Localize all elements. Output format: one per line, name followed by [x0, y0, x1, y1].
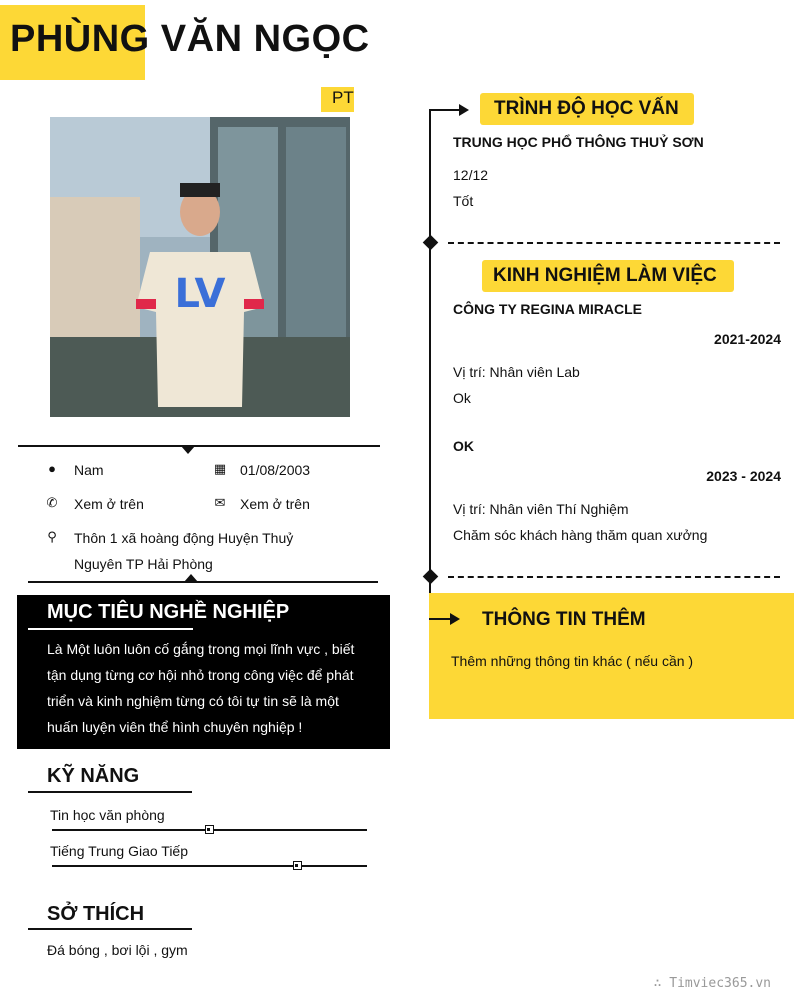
profile-photo-illustration [50, 117, 350, 417]
career-goal-line: huấn luyện viên thể hình chuyên nghiệp ! [47, 719, 303, 735]
timeline-diamond [423, 569, 439, 585]
education-title: TRÌNH ĐỘ HỌC VẤN [494, 98, 679, 119]
svg-text:LV: LV [174, 271, 226, 317]
timeline-arrow-icon [450, 613, 460, 625]
phone: Xem ở trên [74, 496, 144, 512]
career-goal-text [47, 636, 365, 740]
job-period: 2023 - 2024 [706, 468, 781, 484]
job-position: Vị trí: Nhân viên Thí Nghiệm [453, 501, 629, 517]
hobbies-text: Đá bóng , bơi lội , gym [47, 942, 188, 958]
extra-info-text: Thêm những thông tin khác ( nếu cần ) [451, 653, 694, 669]
career-goal-underline [28, 628, 193, 630]
career-goal-line: Là Một luôn luôn cố gắng trong mọi lĩnh vực , biết [47, 641, 355, 657]
career-goal-line: tận dụng từng cơ hội nhỏ trong công việc để phát [47, 667, 354, 683]
section-divider [448, 576, 780, 578]
watermark-icon: ∴ [653, 976, 670, 991]
hobbies-underline [28, 928, 192, 930]
skill-level-knob[interactable] [293, 861, 302, 870]
address-line1: Thôn 1 xã hoàng động Huyện Thuỷ [74, 530, 294, 546]
email-icon: ✉ [214, 495, 226, 510]
career-goal-title: MỤC TIÊU NGHỀ NGHIỆP [47, 601, 290, 623]
job-company: OK [453, 438, 474, 454]
timeline-line [429, 110, 431, 620]
hobbies-title: SỞ THÍCH [47, 903, 145, 925]
email: Xem ở trên [240, 496, 310, 512]
job-title: PT [332, 88, 354, 107]
calendar-icon: ▦ [213, 461, 227, 476]
skills-title: KỸ NĂNG [47, 765, 140, 787]
address-line2: Nguyên TP Hải Phòng [74, 556, 213, 572]
education-result: Tốt [453, 193, 474, 209]
birthday: 01/08/2003 [240, 462, 311, 478]
job-description: Ok [453, 390, 471, 406]
skills-underline [28, 791, 192, 793]
extra-info-title: THÔNG TIN THÊM [482, 609, 646, 630]
skill-track [52, 865, 367, 867]
profile-photo [50, 117, 350, 417]
divider-arrow-down [181, 446, 195, 454]
education-school: TRUNG HỌC PHỔ THÔNG THUỶ SƠN [453, 134, 704, 150]
education-grade: 12/12 [453, 167, 489, 183]
job-description: Chăm sóc khách hàng thăm quan xưởng [453, 527, 708, 543]
career-goal-line: triển và kinh nghiệm từng có tôi tự tin sẽ là một [47, 693, 339, 709]
info-bottom-divider [28, 581, 378, 583]
section-divider [448, 242, 780, 244]
job-period: 2021-2024 [714, 331, 781, 347]
timeline-connector [429, 618, 451, 620]
skill-level-knob[interactable] [205, 825, 214, 834]
person-icon: ● [48, 461, 56, 476]
job-position: Vị trí: Nhân viên Lab [453, 364, 580, 380]
footer-brand-text: Timviec365.vn [669, 976, 771, 991]
info-top-divider [18, 445, 380, 447]
candidate-name: PHÙNG VĂN NGỌC [10, 18, 370, 60]
timeline-connector [429, 109, 459, 111]
timeline-diamond [423, 235, 439, 251]
skill-name: Tin học văn phòng [50, 807, 165, 823]
footer-brand [654, 976, 771, 991]
timeline-arrow-icon [459, 104, 469, 116]
skill-name: Tiếng Trung Giao Tiếp [50, 843, 189, 859]
phone-icon: ✆ [46, 495, 58, 510]
experience-title: KINH NGHIỆM LÀM VIỆC [493, 265, 717, 286]
location-icon: ⚲ [47, 529, 57, 544]
gender: Nam [74, 462, 104, 478]
job-company: CÔNG TY REGINA MIRACLE [453, 301, 643, 317]
